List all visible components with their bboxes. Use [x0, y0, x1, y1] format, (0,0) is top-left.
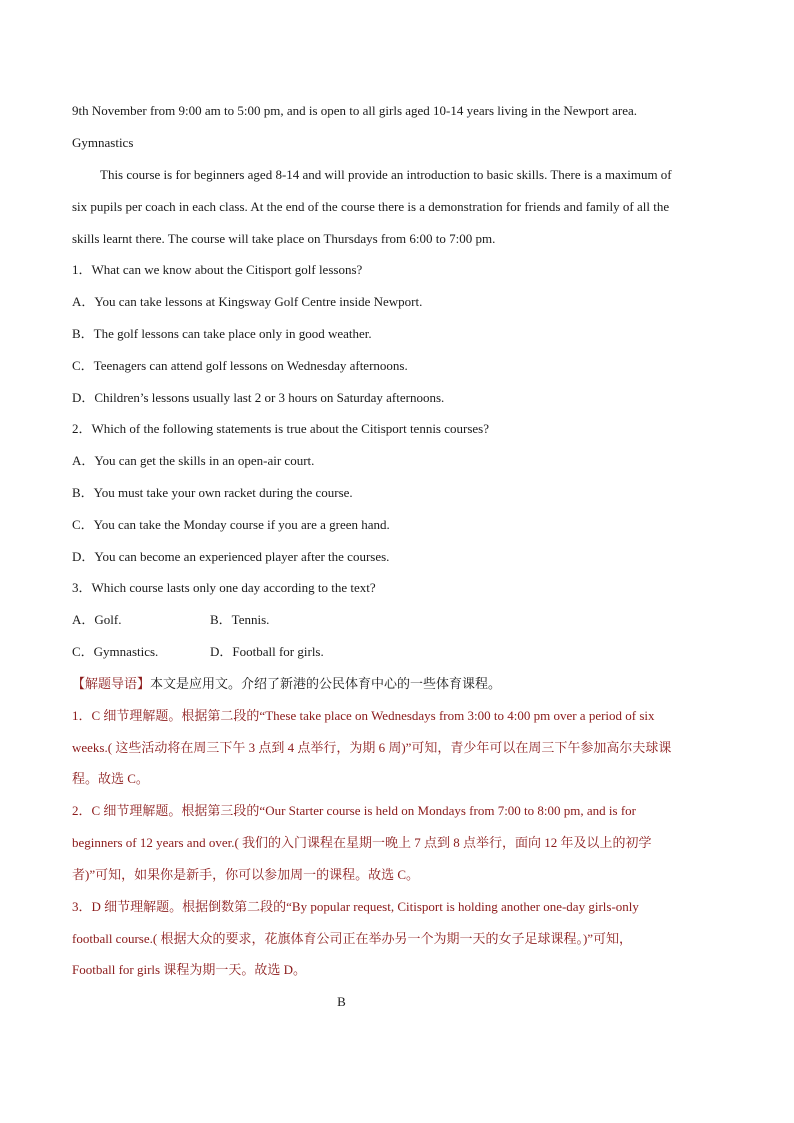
gymnastics-heading: Gymnastics	[72, 135, 134, 150]
question-3-option-b: B．Tennis.	[210, 612, 270, 627]
answer-1-line: 程。故选 C。	[72, 771, 149, 786]
question-3-option-d: D．Football for girls.	[210, 644, 324, 659]
answer-2-line: 者)”可知，如果你是新手，你可以参加周一的课程。故选 C。	[72, 867, 420, 882]
answer-3-line: Football for girls 课程为期一天。故选 D。	[72, 962, 306, 977]
question-3-options-row	[72, 612, 732, 628]
question-1-stem: 1．What can we know about the Citisport golf lessons?	[72, 262, 363, 277]
analysis-guide-label: 【解题导语】	[72, 676, 151, 691]
section-b-heading: B	[337, 994, 346, 1009]
analysis-guide	[72, 676, 732, 692]
answer-3-line: football course.( 根据大众的要求，花旗体育公司正在举办另一个为期一天的女子足球课程。)”可知，	[72, 931, 633, 946]
question-1-option-b: B．The golf lessons can take place only in good weather.	[72, 326, 372, 341]
answer-3-line: 3．D 细节理解题。根据倒数第二段的“By popular request, Citisport is holding another one-day girls-only	[72, 899, 639, 914]
answer-1-line: weeks.( 这些活动将在周三下午 3 点到 4 点举行，为期 6 周)”可知，青少年可以在周三下午参加高尔夫球课	[72, 740, 672, 755]
answer-2-line: 2．C 细节理解题。根据第三段的“Our Starter course is held on Mondays from 7:00 to 8:00 pm, and is for	[72, 803, 636, 818]
question-1-option-a: A．You can take lessons at Kingsway Golf Centre inside Newport.	[72, 294, 423, 309]
question-2-option-c: C．You can take the Monday course if you are a green hand.	[72, 517, 390, 532]
passage-tail-line: 9th November from 9:00 am to 5:00 pm, and is open to all girls aged 10-14 years living in the Newport area.	[72, 103, 638, 118]
question-3-options-row	[72, 644, 732, 660]
question-3-option-c: C．Gymnastics.	[72, 644, 159, 659]
question-1-option-c: C．Teenagers can attend golf lessons on Wednesday afternoons.	[72, 358, 408, 373]
question-2-option-a: A．You can get the skills in an open-air court.	[72, 453, 315, 468]
question-3-option-a: A．Golf.	[72, 612, 122, 627]
gymnastics-paragraph-line: This course is for beginners aged 8-14 and will provide an introduction to basic skills. There is a maximum of	[100, 167, 672, 182]
question-2-stem: 2．Which of the following statements is true about the Citisport tennis courses?	[72, 421, 490, 436]
question-2-option-d: D．You can become an experienced player after the courses.	[72, 549, 390, 564]
question-2-option-b: B．You must take your own racket during the course.	[72, 485, 353, 500]
analysis-guide-text: 本文是应用文。介绍了新港的公民体育中心的一些体育课程。	[150, 676, 502, 691]
answer-1-line: 1．C 细节理解题。根据第二段的“These take place on Wednesdays from 3:00 to 4:00 pm over a period of six	[72, 708, 655, 723]
gymnastics-paragraph-line: skills learnt there. The course will take place on Thursdays from 6:00 to 7:00 pm.	[72, 231, 496, 246]
question-3-stem: 3．Which course lasts only one day according to the text?	[72, 580, 376, 595]
answer-2-line: beginners of 12 years and over.( 我们的入门课程在星期一晚上 7 点到 8 点举行，面向 12 年及以上的初学	[72, 835, 652, 850]
gymnastics-paragraph-line: six pupils per coach in each class. At the end of the course there is a demonstration for friends and family of all the	[72, 199, 670, 214]
question-1-option-d: D．Children’s lessons usually last 2 or 3 hours on Saturday afternoons.	[72, 390, 445, 405]
